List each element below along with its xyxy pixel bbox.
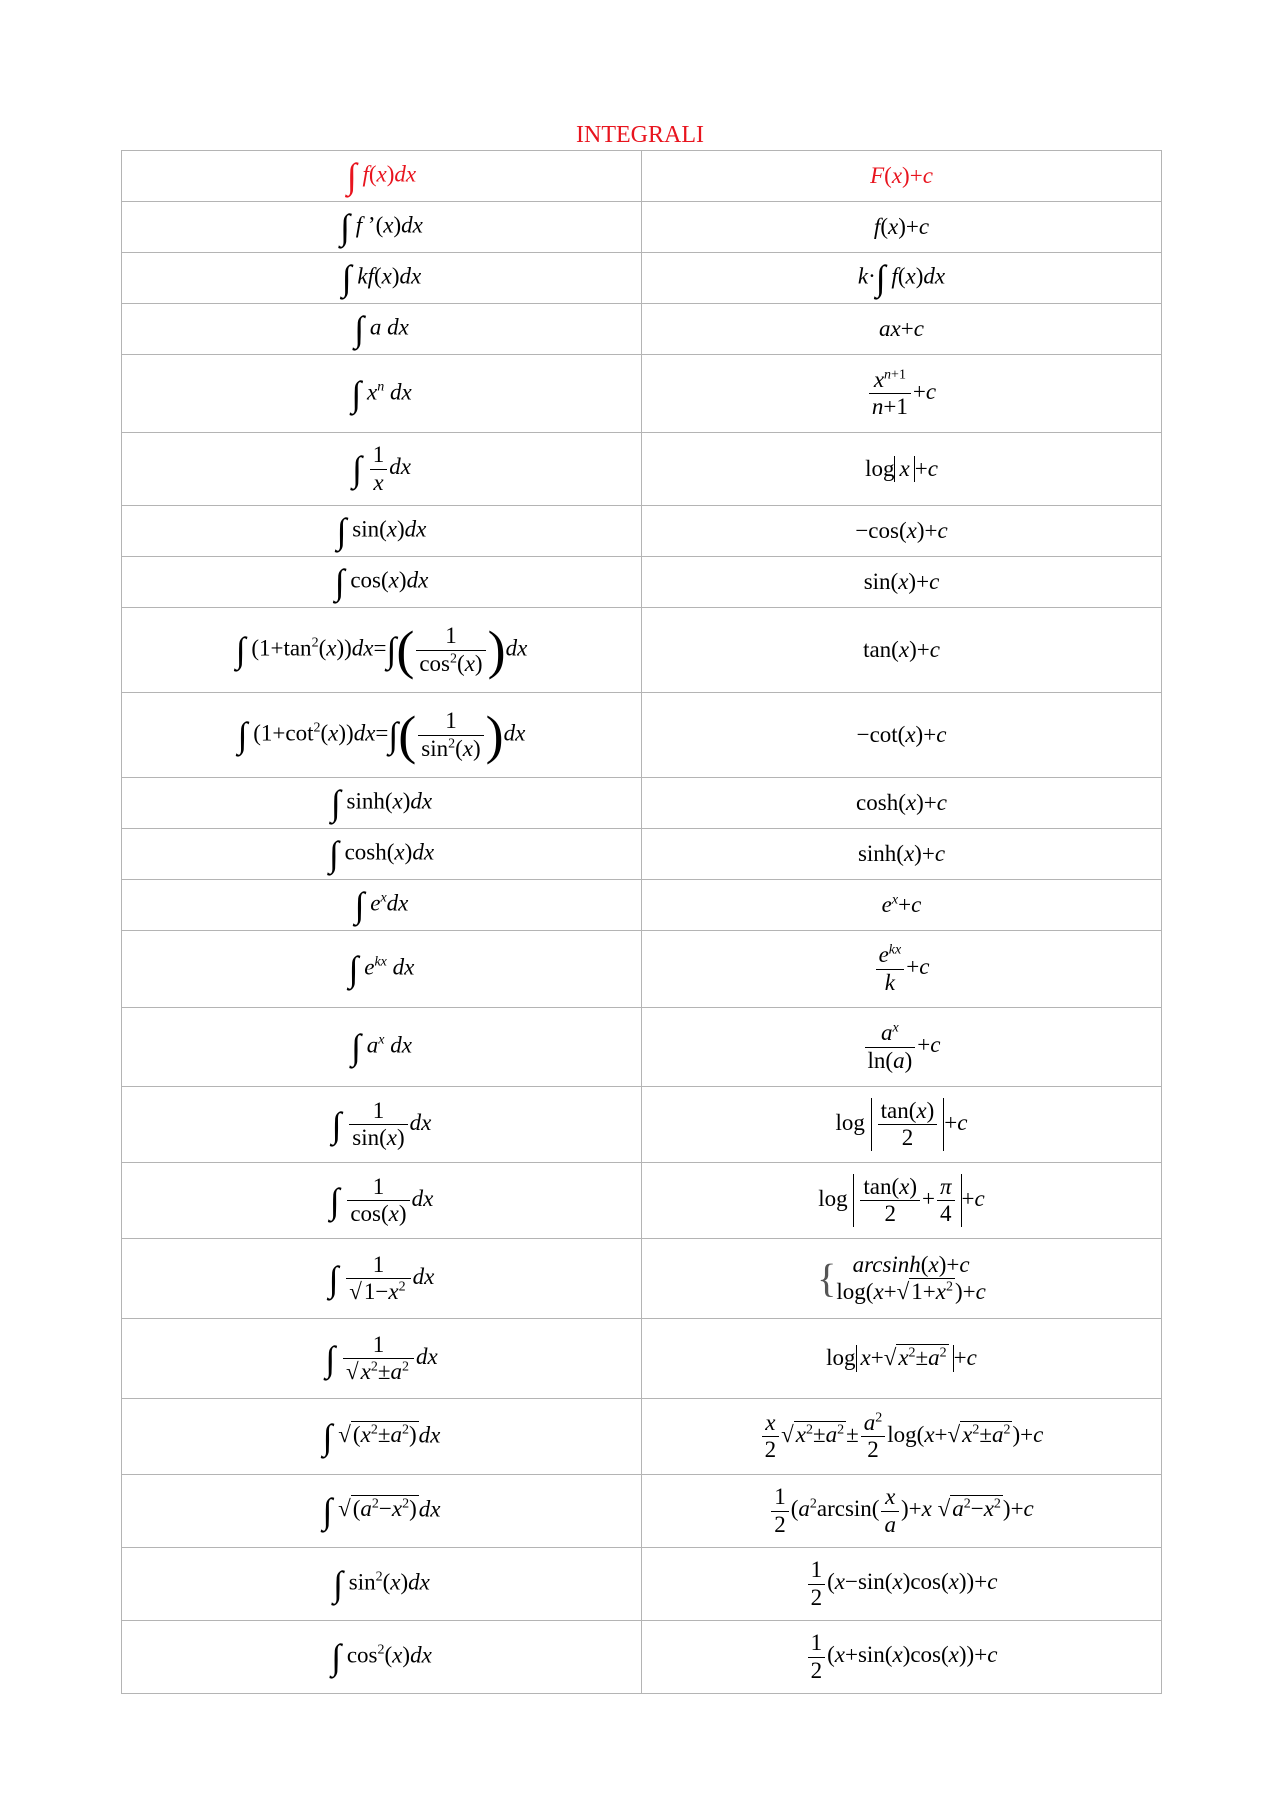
primitive-cell: $\frac{1}{2}$ (x−sin(x)cos(x))+c <box>642 1548 1162 1621</box>
primitive-cell: f(x)+c <box>642 202 1162 253</box>
integral-cell: ∫ $(1+\tan^2(x))dx=\int$( $\frac{1}{\cos^2(x)}$ )dx <box>122 608 642 693</box>
integral-cell: ∫ f ’(x)dx <box>122 202 642 253</box>
table-header-row <box>122 151 1162 202</box>
integral-cell: ∫ $(1+\cot^2(x))dx=\int$( $\frac{1}{\sin^2(x)}$ )dx <box>122 693 642 778</box>
primitive-cell: $e^{kx}$ k +c <box>642 931 1162 1008</box>
integral-cell: ∫ $e^xdx$ <box>122 880 642 931</box>
integral-cell: ∫ sinh(x)dx <box>122 778 642 829</box>
primitive-cell: log $\frac{\tan(x)}{2}$ + $\frac{\pi}{4}$ +c <box>642 1163 1162 1239</box>
table-row <box>122 1087 1162 1163</box>
table-row <box>122 304 1162 355</box>
table-row <box>122 1163 1162 1239</box>
integral-cell: ∫ cos(x)dx <box>122 557 642 608</box>
table-row <box>122 1008 1162 1087</box>
integral-cell: ∫ $\cos^2(x)dx$ <box>122 1621 642 1694</box>
primitive-cell: cosh(x)+c <box>642 778 1162 829</box>
integral-cell: ∫ $\sin^2(x)dx$ <box>122 1548 642 1621</box>
integral-cell: ∫ $\frac{1}{√x^2\pm a^2}$ dx <box>122 1319 642 1399</box>
primitive-cell: sinh(x)+c <box>642 829 1162 880</box>
table-row <box>122 253 1162 304</box>
table-row <box>122 557 1162 608</box>
primitive-cell: −cos(x)+c <box>642 506 1162 557</box>
header-primitive-cell: F(x)+c <box>642 151 1162 202</box>
table-row <box>122 1621 1162 1694</box>
primitive-cell: sin(x)+c <box>642 557 1162 608</box>
integral-cell: ∫ kf(x)dx <box>122 253 642 304</box>
primitive-cell: { arcsinh(x)+c $\log(x+√1+x^2)+c$ <box>642 1239 1162 1319</box>
primitive-cell: tan(x)+c <box>642 608 1162 693</box>
integral-cell: ∫ $√(x^2\pm a^2)dx$ <box>122 1399 642 1475</box>
table-row <box>122 1319 1162 1399</box>
primitive-cell: $\frac{1}{2}$ ($a^2\arcsin$( $\frac{x}{a}$ )+x $√a^2-x^2)+c$ <box>642 1475 1162 1548</box>
primitive-cell: $\frac{x^{n+1}}{n+1}$ +c <box>642 355 1162 433</box>
table-row <box>122 506 1162 557</box>
primitive-cell: −cot(x)+c <box>642 693 1162 778</box>
primitive-cell: log $\frac{\tan(x)}{2}$ +c <box>642 1087 1162 1163</box>
table-row <box>122 1548 1162 1621</box>
integral-cell: ∫ $e^{kx}$ dx <box>122 931 642 1008</box>
integral-cell: ∫ cosh(x)dx <box>122 829 642 880</box>
integral-cell: ∫ $\frac{1}{\cos(x)}$ dx <box>122 1163 642 1239</box>
integral-cell: ∫ sin(x)dx <box>122 506 642 557</box>
primitive-cell: $\log x+√x^2\pm a^2 +c$ <box>642 1319 1162 1399</box>
table-row <box>122 778 1162 829</box>
primitive-cell: $\frac{1}{2}$ (x+sin(x)cos(x))+c <box>642 1621 1162 1694</box>
integral-cell: ∫ $x^n$ dx <box>122 355 642 433</box>
table-row <box>122 433 1162 506</box>
integral-cell: ∫ $\frac{1}{\sin(x)}$ dx <box>122 1087 642 1163</box>
table-row <box>122 1399 1162 1475</box>
table-row <box>122 1475 1162 1548</box>
table-row <box>122 829 1162 880</box>
primitive-cell: $\frac{x}{2}$ $√x^2\pm a^2\pm$ $\frac{a^2}{2}$ $\log(x+√x^2\pm a^2)+c$ <box>642 1399 1162 1475</box>
table-row <box>122 880 1162 931</box>
primitive-cell: k·∫ f(x)dx <box>642 253 1162 304</box>
integrals-table <box>121 150 1162 1694</box>
integral-cell: ∫ $\frac{1}{√1-x^2}$ dx <box>122 1239 642 1319</box>
integral-cell: ∫ a dx <box>122 304 642 355</box>
table-row <box>122 202 1162 253</box>
primitive-cell: $e^x+c$ <box>642 880 1162 931</box>
table-row <box>122 355 1162 433</box>
page-title: INTEGRALI <box>576 122 704 148</box>
primitive-cell: $\frac{a^x}{\ln(a)}$ +c <box>642 1008 1162 1087</box>
integral-cell: ∫ $\frac{1}{x}$ dx <box>122 433 642 506</box>
table-row <box>122 608 1162 693</box>
table-row <box>122 931 1162 1008</box>
primitive-cell: ax+c <box>642 304 1162 355</box>
primitive-cell: log x +c <box>642 433 1162 506</box>
table-row <box>122 1239 1162 1319</box>
integral-cell: ∫ $√(a^2-x^2)dx$ <box>122 1475 642 1548</box>
table-row <box>122 693 1162 778</box>
header-integral-cell: ∫ f(x)dx <box>122 151 642 202</box>
integral-cell: ∫ $a^x$ dx <box>122 1008 642 1087</box>
